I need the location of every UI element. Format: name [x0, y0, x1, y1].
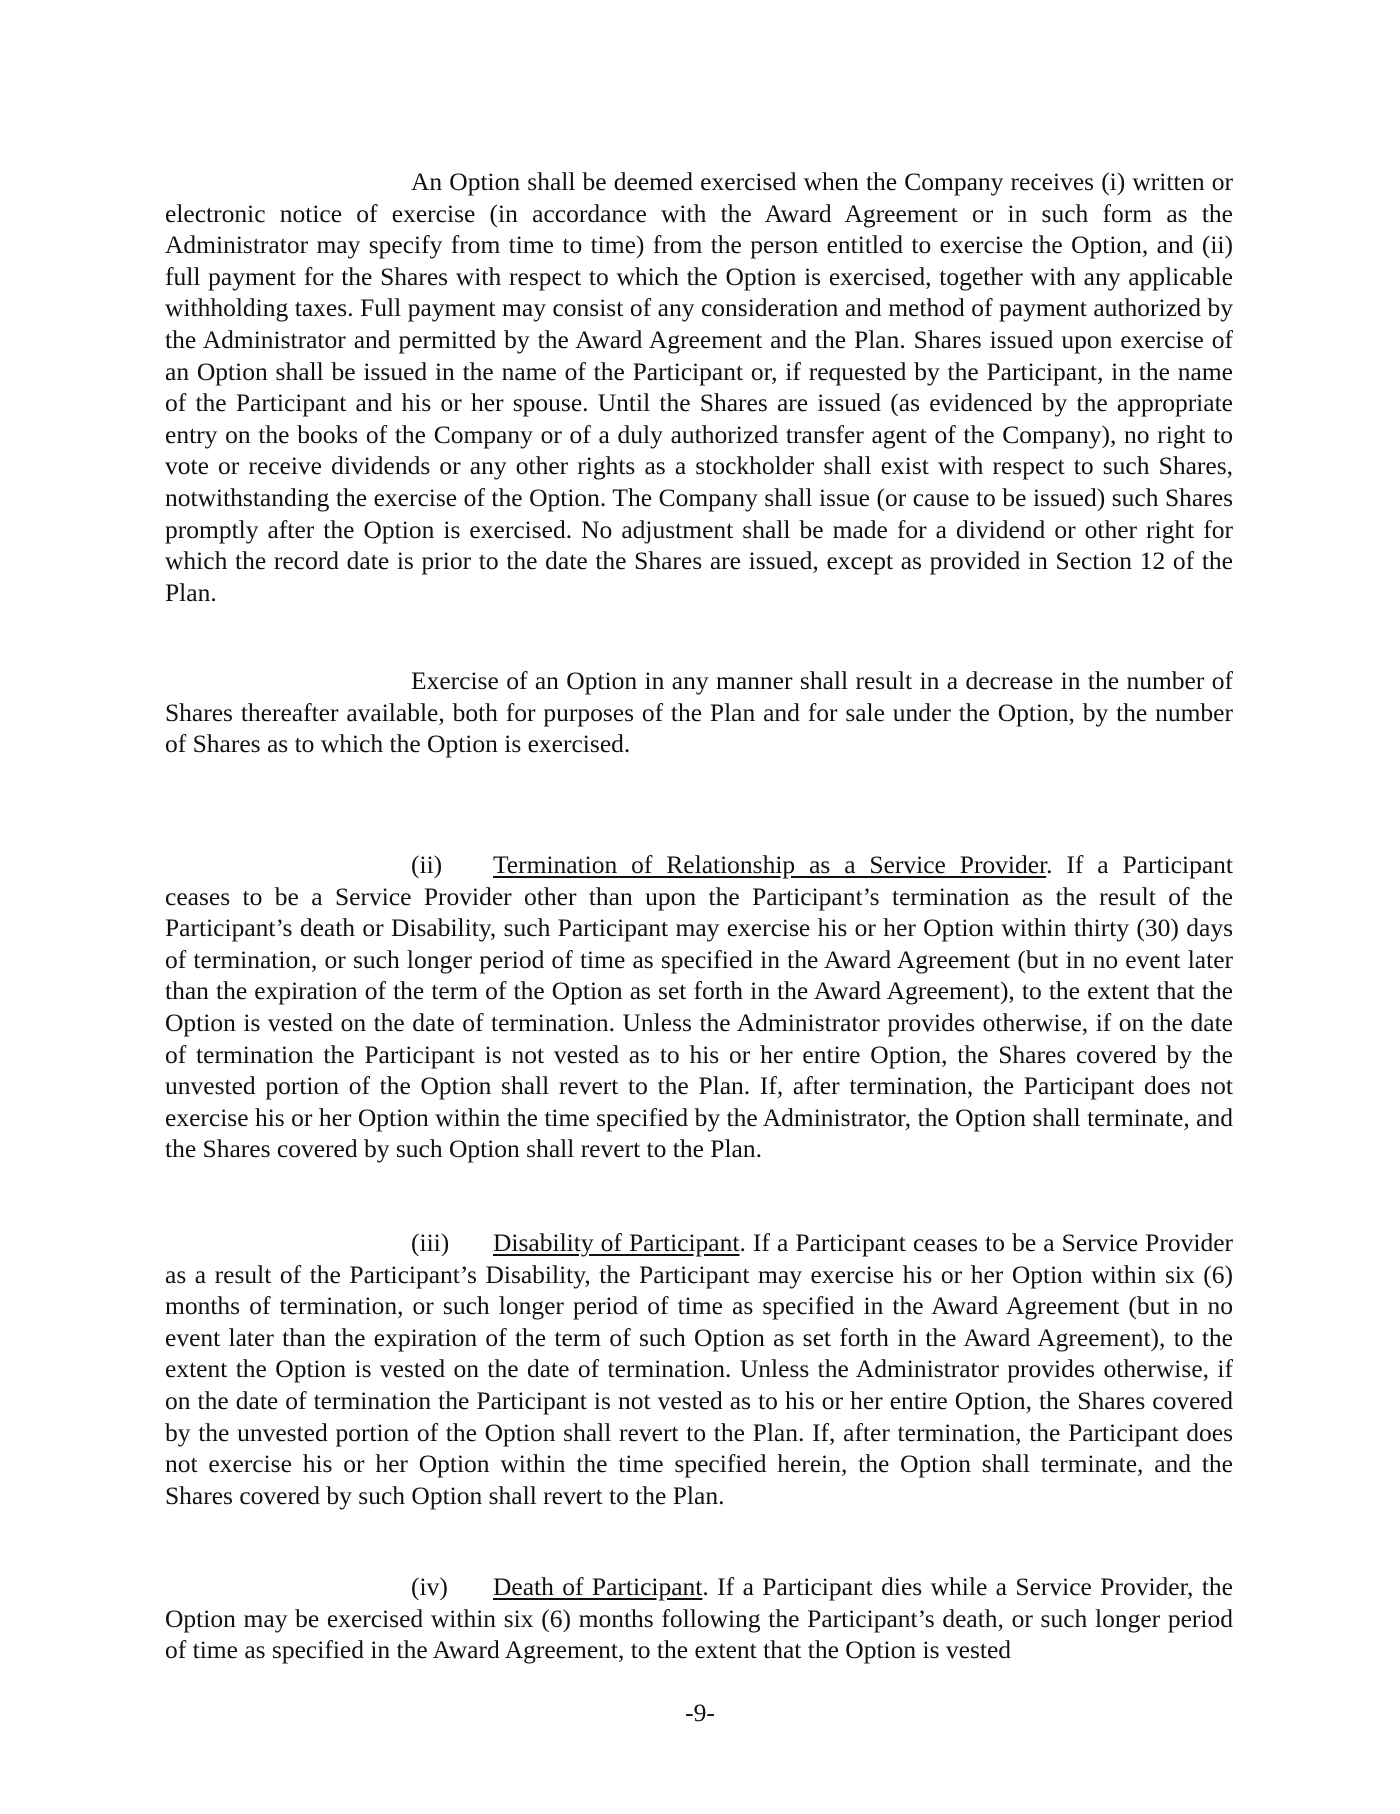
- section-paragraph: [165, 849, 1233, 1165]
- paragraph-text: An Option shall be deemed exercised when the Company receives (i) written or electronic notice of exercise (in accordance with the Award Agreement or in such form as the Administrator may specify from time to time) from the person entitled to exercise the Option, and (ii) full payment for the Shares with respect to which the Option is exercised, together with any applicable withholding taxes. Full payment may consist of any consideration and method of payment authorized by the Administrator and permitted by the Award Agreement and the Plan. Shares issued upon exercise of an Option shall be issued in the name of the Participant or, if requested by the Participant, in the name of the Participant and his or her spouse. Until the Shares are issued (as evidenced by the appropriate entry on the books of the Company or of a duly authorized transfer agent of the Company), no right to vote or receive dividends or any other rights as a stockholder shall exist with respect to such Shares, notwithstanding the exercise of the Option. The Company shall issue (or cause to be issued) such Shares promptly after the Option is exercised. No adjustment shall be made for a dividend or other right for which the record date is prior to the date the Shares are issued, except as provided in Section 12 of the Plan.: [165, 167, 1233, 607]
- section-ii-termination: [165, 849, 1233, 1165]
- section-paragraph: [165, 1571, 1233, 1666]
- section-paragraph: [165, 1227, 1233, 1511]
- section-number: (iii): [411, 1228, 450, 1257]
- section-iii-disability: [165, 1227, 1233, 1511]
- page-number: -9-: [685, 1698, 715, 1727]
- paragraph-text: Exercise of an Option in any manner shall result in a decrease in the number of Shares thereafter available, both for purposes of the Plan and for sale under the Option, by the number of Shares as to which the Option is exercised.: [165, 666, 1233, 759]
- section-body: . If a Participant dies while a Service Provider, the Option may be exercised within six (6) months following the Participant’s death, or such longer period of time as specified in the Award Agreement, to the extent that the Option is vested: [165, 1572, 1233, 1665]
- section-body: . If a Participant ceases to be a Service Provider as a result of the Participant’s Disability, the Participant may exercise his or her Option within six (6) months of termination, or such longer period of time as specified in the Award Agreement (but in no event later than the expiration of the term of such Option as set forth in the Award Agreement), to the extent the Option is vested on the date of termination. Unless the Administrator provides otherwise, if on the date of termination the Participant is not vested as to his or her entire Option, the Shares covered by the unvested portion of the Option shall revert to the Plan. If, after termination, the Participant does not exercise his or her Option within the time specified herein, the Option shall terminate, and the Shares covered by such Option shall revert to the Plan.: [165, 1228, 1234, 1510]
- section-heading: Disability of Participant: [493, 1228, 740, 1257]
- section-iv-death: [165, 1571, 1233, 1666]
- paragraph-exercise-decrease: [165, 665, 1233, 760]
- section-heading: Death of Participant: [493, 1572, 703, 1601]
- section-number: (iv): [411, 1572, 448, 1601]
- section-body: . If a Participant ceases to be a Service Provider other than upon the Participant’s termination as the result of the Participant’s death or Disability, such Participant may exercise his or her Option within thirty (30) days of termination, or such longer period of time as specified in the Award Agreement (but in no event later than the expiration of the term of the Option as set forth in the Award Agreement), to the extent that the Option is vested on the date of termination. Unless the Administrator provides otherwise, if on the date of termination the Participant is not vested as to his or her entire Option, the Shares covered by the unvested portion of the Option shall revert to the Plan. If, after termination, the Participant does not exercise his or her Option within the time specified by the Administrator, the Option shall terminate, and the Shares covered by such Option shall revert to the Plan.: [165, 850, 1233, 1164]
- section-heading: Termination of Relationship as a Service Provider: [493, 850, 1047, 879]
- section-number: (ii): [411, 850, 443, 879]
- paragraph-option-exercise: [165, 166, 1233, 608]
